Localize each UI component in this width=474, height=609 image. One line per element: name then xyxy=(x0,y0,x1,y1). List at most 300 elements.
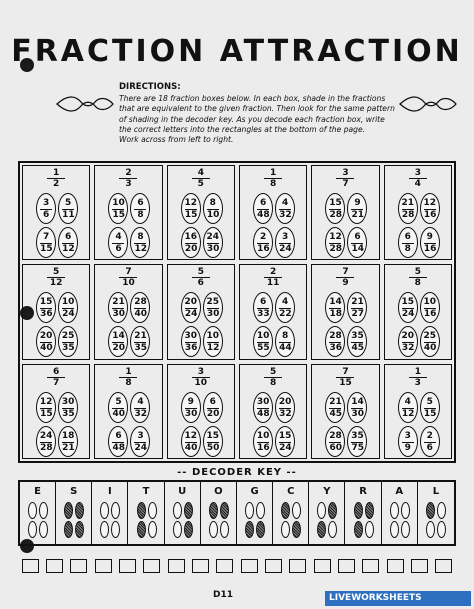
fraction-oval[interactable] xyxy=(58,227,78,258)
decoder-oval xyxy=(100,521,109,538)
oval-numerator: 21 xyxy=(134,331,147,342)
decoder-oval xyxy=(317,502,326,519)
left-swirl-ornament-icon xyxy=(55,93,115,115)
fraction-oval[interactable] xyxy=(181,326,201,357)
fraction-oval[interactable] xyxy=(347,426,367,457)
fraction-box xyxy=(384,264,452,359)
answer-rectangle[interactable] xyxy=(265,559,282,573)
oval-denominator: 12 xyxy=(62,244,75,254)
oval-numerator: 6 xyxy=(137,198,144,208)
fraction-oval[interactable] xyxy=(203,292,223,323)
target-fraction xyxy=(95,367,161,388)
oval-numerator: 28 xyxy=(329,331,342,342)
decoder-oval xyxy=(148,502,157,519)
decoder-oval xyxy=(209,502,218,519)
oval-denominator: 24 xyxy=(62,309,75,320)
fraction-oval[interactable] xyxy=(58,292,78,323)
oval-denominator: 16 xyxy=(257,244,270,254)
oval-numerator: 6 xyxy=(209,396,216,407)
oval-denominator: 60 xyxy=(329,442,343,453)
oval-denominator: 28 xyxy=(401,210,415,220)
fraction-oval[interactable] xyxy=(398,426,418,457)
oval-denominator: 15 xyxy=(40,408,53,419)
oval-numerator: 8 xyxy=(282,331,289,342)
fraction-oval[interactable] xyxy=(275,326,295,357)
oval-numerator: 8 xyxy=(209,198,216,208)
target-numerator: 2 xyxy=(125,168,132,178)
fraction-oval[interactable] xyxy=(347,326,367,357)
fraction-oval[interactable] xyxy=(398,227,418,258)
fraction-box xyxy=(167,364,235,459)
fraction-oval[interactable] xyxy=(130,193,150,224)
decoder-oval xyxy=(137,502,146,519)
oval-denominator: 48 xyxy=(112,442,126,453)
oval-numerator: 12 xyxy=(184,198,198,208)
decoder-oval xyxy=(281,502,290,519)
target-fraction xyxy=(23,168,89,189)
worksheet-title: FRACTION ATTRACTION xyxy=(11,34,463,69)
target-denominator: 2 xyxy=(47,178,65,189)
decoder-oval xyxy=(426,502,435,519)
target-numerator: 3 xyxy=(342,168,349,178)
fraction-oval[interactable] xyxy=(325,227,345,258)
oval-denominator: 20 xyxy=(206,408,220,419)
decoder-oval xyxy=(390,521,399,538)
answer-rectangle[interactable] xyxy=(143,559,160,573)
oval-denominator: 8 xyxy=(402,243,414,254)
oval-denominator: 9 xyxy=(402,442,414,453)
answer-rectangle[interactable] xyxy=(435,559,452,573)
fraction-oval[interactable] xyxy=(325,326,345,357)
decoder-key xyxy=(18,480,456,546)
answer-rectangle[interactable] xyxy=(192,559,209,573)
oval-numerator: 14 xyxy=(112,331,125,342)
target-numerator: 3 xyxy=(414,168,421,178)
oval-numerator: 20 xyxy=(278,396,292,407)
fraction-oval[interactable] xyxy=(347,193,367,224)
target-denominator: 9 xyxy=(336,277,354,288)
decoder-oval xyxy=(281,521,290,538)
oval-numerator: 10 xyxy=(61,297,75,308)
fraction-oval[interactable] xyxy=(398,392,418,423)
oval-denominator: 32 xyxy=(134,408,148,419)
decoder-key-cell xyxy=(237,482,273,544)
target-fraction xyxy=(168,367,234,388)
oval-denominator: 11 xyxy=(62,210,75,220)
fraction-oval[interactable] xyxy=(58,426,78,457)
fraction-oval[interactable] xyxy=(420,193,440,224)
oval-denominator: 24 xyxy=(401,309,415,320)
decoder-letter: Y xyxy=(323,486,331,497)
fraction-oval[interactable] xyxy=(325,193,345,224)
target-numerator: 1 xyxy=(53,168,60,178)
fraction-oval[interactable] xyxy=(181,193,201,224)
answer-rectangle[interactable] xyxy=(168,559,185,573)
oval-numerator: 5 xyxy=(115,396,122,407)
oval-numerator: 25 xyxy=(206,297,220,308)
oval-numerator: 4 xyxy=(404,396,411,407)
fraction-box xyxy=(167,264,235,359)
oval-numerator: 3 xyxy=(404,430,411,441)
answer-rectangle[interactable] xyxy=(411,559,428,573)
decoder-oval xyxy=(220,502,229,519)
page-number: D11 xyxy=(213,590,233,600)
decoder-oval xyxy=(365,521,374,538)
oval-denominator: 36 xyxy=(184,343,198,354)
decoder-oval xyxy=(426,521,435,538)
fraction-oval[interactable] xyxy=(130,426,150,457)
decoder-oval xyxy=(256,502,265,519)
oval-numerator: 30 xyxy=(256,396,270,407)
oval-denominator: 8 xyxy=(134,209,146,220)
directions-line: of shading in the decoder key. As you decode each fraction box, write xyxy=(119,114,385,124)
fraction-oval[interactable] xyxy=(203,326,223,357)
fraction-oval[interactable] xyxy=(58,326,78,357)
oval-numerator: 25 xyxy=(423,331,437,342)
oval-denominator: 15 xyxy=(112,210,126,220)
answer-rectangle[interactable] xyxy=(241,559,258,573)
decoder-letter: G xyxy=(250,486,259,497)
oval-numerator: 10 xyxy=(112,198,125,208)
target-fraction xyxy=(240,168,306,189)
oval-denominator: 50 xyxy=(206,442,220,453)
fraction-oval[interactable] xyxy=(420,227,440,258)
fraction-oval[interactable] xyxy=(398,326,418,357)
directions-line: the correct letters into the rectangles at the bottom of the page. xyxy=(119,124,366,134)
oval-denominator: 15 xyxy=(423,408,437,419)
fraction-oval[interactable] xyxy=(108,326,128,357)
oval-denominator: 55 xyxy=(257,343,270,354)
decoder-oval xyxy=(209,521,218,538)
fraction-box xyxy=(22,165,90,260)
oval-denominator: 40 xyxy=(134,309,148,320)
oval-denominator: 35 xyxy=(134,343,148,354)
oval-denominator: 15 xyxy=(184,210,198,220)
decoder-key-cell xyxy=(201,482,237,544)
oval-denominator: 30 xyxy=(351,408,365,419)
fraction-oval[interactable] xyxy=(203,392,223,423)
fraction-oval[interactable] xyxy=(36,426,56,457)
fraction-oval[interactable] xyxy=(398,292,418,323)
directions-line: that are equivalent to the given fraction. Then look for the same pattern xyxy=(119,104,395,114)
decoder-oval xyxy=(28,521,37,538)
fraction-oval[interactable] xyxy=(58,392,78,423)
oval-denominator: 48 xyxy=(257,210,270,220)
decoder-letter: S xyxy=(70,486,78,497)
oval-numerator: 15 xyxy=(39,297,53,308)
oval-numerator: 6 xyxy=(115,430,122,441)
oval-denominator: 20 xyxy=(112,343,126,354)
oval-denominator: 20 xyxy=(184,244,198,254)
oval-denominator: 6 xyxy=(424,442,436,453)
oval-numerator: 6 xyxy=(260,297,267,308)
oval-denominator: 27 xyxy=(351,309,365,320)
fraction-oval[interactable] xyxy=(36,392,56,423)
target-fraction xyxy=(95,267,161,288)
oval-numerator: 35 xyxy=(351,331,364,342)
fraction-oval[interactable] xyxy=(420,392,440,423)
oval-denominator: 15 xyxy=(40,244,53,254)
target-numerator: 5 xyxy=(53,267,60,278)
fraction-oval[interactable] xyxy=(36,227,56,258)
answer-rectangle[interactable] xyxy=(289,559,306,573)
answer-rectangle[interactable] xyxy=(119,559,136,573)
oval-denominator: 33 xyxy=(257,309,270,320)
fraction-oval[interactable] xyxy=(130,392,150,423)
target-numerator: 5 xyxy=(197,267,204,278)
fraction-oval[interactable] xyxy=(253,193,273,224)
fraction-box xyxy=(22,264,90,359)
fraction-oval[interactable] xyxy=(108,392,128,423)
fraction-oval[interactable] xyxy=(325,392,345,423)
oval-denominator: 16 xyxy=(423,309,437,320)
oval-denominator: 32 xyxy=(279,210,292,220)
decoder-oval xyxy=(354,502,363,519)
decoder-key-cell xyxy=(92,482,128,544)
decoder-oval xyxy=(173,502,182,519)
target-numerator: 2 xyxy=(270,267,277,278)
target-denominator: 3 xyxy=(409,377,427,388)
fraction-oval[interactable] xyxy=(275,426,295,457)
fraction-oval[interactable] xyxy=(108,292,128,323)
fraction-box xyxy=(311,264,379,359)
oval-numerator: 14 xyxy=(329,297,342,308)
directions-line: Work across from left to right. xyxy=(119,135,234,145)
answer-rectangle[interactable] xyxy=(362,559,379,573)
oval-numerator: 35 xyxy=(351,430,364,441)
oval-numerator: 21 xyxy=(401,198,415,208)
fraction-oval[interactable] xyxy=(181,292,201,323)
oval-numerator: 9 xyxy=(426,232,433,242)
answer-rectangle[interactable] xyxy=(216,559,233,573)
answer-rectangle[interactable] xyxy=(46,559,63,573)
oval-denominator: 12 xyxy=(134,244,148,254)
oval-denominator: 30 xyxy=(206,244,220,254)
oval-numerator: 28 xyxy=(329,430,342,441)
oval-denominator: 28 xyxy=(329,210,343,220)
decoder-oval xyxy=(437,502,446,519)
fraction-oval[interactable] xyxy=(203,193,223,224)
decoder-oval xyxy=(390,502,399,519)
fraction-box xyxy=(239,165,307,260)
fraction-oval[interactable] xyxy=(58,193,78,224)
decoder-oval xyxy=(75,502,84,519)
fraction-oval[interactable] xyxy=(275,292,295,323)
fraction-oval[interactable] xyxy=(130,227,150,258)
target-denominator: 7 xyxy=(336,178,354,189)
target-denominator: 4 xyxy=(409,178,427,189)
decoder-oval xyxy=(317,521,326,538)
oval-denominator: 24 xyxy=(279,442,292,453)
target-fraction xyxy=(240,367,306,388)
oval-numerator: 12 xyxy=(184,430,198,441)
decoder-letter: C xyxy=(287,486,295,497)
decoder-key-cell xyxy=(129,482,165,544)
oval-denominator: 40 xyxy=(112,408,126,419)
fraction-oval[interactable] xyxy=(253,392,273,423)
fraction-oval[interactable] xyxy=(325,292,345,323)
answer-rectangle[interactable] xyxy=(387,559,404,573)
liveworksheets-logo: LIVEWORKSHEETS xyxy=(325,591,471,606)
fraction-oval[interactable] xyxy=(253,426,273,457)
fraction-oval[interactable] xyxy=(275,227,295,258)
oval-denominator: 16 xyxy=(423,244,437,254)
decoder-oval xyxy=(173,521,182,538)
fraction-oval[interactable] xyxy=(398,193,418,224)
fraction-oval[interactable] xyxy=(181,426,201,457)
target-denominator: 7 xyxy=(47,377,65,388)
oval-numerator: 9 xyxy=(187,396,194,407)
fraction-oval[interactable] xyxy=(108,227,128,258)
answer-rectangle[interactable] xyxy=(70,559,87,573)
oval-numerator: 20 xyxy=(401,331,415,342)
fraction-box xyxy=(94,165,162,260)
decoder-oval xyxy=(75,521,84,538)
target-numerator: 5 xyxy=(270,366,277,377)
target-denominator: 10 xyxy=(119,277,137,288)
target-numerator: 1 xyxy=(270,168,277,178)
decoder-letter: T xyxy=(142,486,150,497)
fraction-oval[interactable] xyxy=(420,426,440,457)
oval-denominator: 40 xyxy=(184,442,198,453)
fraction-oval[interactable] xyxy=(275,392,295,423)
target-fraction xyxy=(385,168,451,189)
target-fraction xyxy=(385,367,451,388)
directions-heading: DIRECTIONS: xyxy=(119,82,181,92)
target-denominator: 12 xyxy=(47,277,65,288)
decoder-oval xyxy=(220,521,229,538)
oval-numerator: 21 xyxy=(329,396,342,407)
target-numerator: 7 xyxy=(342,366,349,377)
fraction-oval[interactable] xyxy=(253,227,273,258)
fraction-oval[interactable] xyxy=(203,227,223,258)
oval-denominator: 44 xyxy=(279,343,292,354)
fraction-oval[interactable] xyxy=(130,326,150,357)
decoder-key-title: -- DECODER KEY -- xyxy=(177,467,297,478)
oval-denominator: 16 xyxy=(423,210,437,220)
answer-rectangle[interactable] xyxy=(22,559,39,573)
fraction-oval[interactable] xyxy=(130,292,150,323)
oval-denominator: 32 xyxy=(401,343,415,354)
decoder-oval xyxy=(437,521,446,538)
fraction-box xyxy=(311,364,379,459)
fraction-oval[interactable] xyxy=(253,292,273,323)
oval-denominator: 40 xyxy=(40,343,53,354)
oval-denominator: 30 xyxy=(184,408,198,419)
target-fraction xyxy=(240,267,306,288)
oval-numerator: 10 xyxy=(206,331,220,342)
fraction-box xyxy=(94,364,162,459)
oval-denominator: 21 xyxy=(351,210,365,220)
oval-numerator: 6 xyxy=(260,198,267,208)
fraction-oval[interactable] xyxy=(108,193,128,224)
answer-rectangle[interactable] xyxy=(314,559,331,573)
oval-denominator: 6 xyxy=(112,243,124,254)
fraction-box-grid xyxy=(18,161,456,463)
fraction-oval[interactable] xyxy=(181,392,201,423)
fraction-box xyxy=(311,165,379,260)
decoder-oval xyxy=(292,502,301,519)
fraction-oval[interactable] xyxy=(253,326,273,357)
decoder-oval xyxy=(401,502,410,519)
target-denominator: 5 xyxy=(192,178,210,189)
fraction-oval[interactable] xyxy=(36,292,56,323)
fraction-oval[interactable] xyxy=(347,392,367,423)
answer-rectangle[interactable] xyxy=(95,559,112,573)
oval-denominator: 28 xyxy=(329,244,343,254)
fraction-oval[interactable] xyxy=(36,326,56,357)
oval-numerator: 16 xyxy=(184,232,198,242)
decoder-oval xyxy=(245,502,254,519)
oval-numerator: 15 xyxy=(278,430,292,441)
fraction-oval[interactable] xyxy=(181,227,201,258)
oval-numerator: 20 xyxy=(39,331,53,342)
fraction-oval[interactable] xyxy=(420,292,440,323)
oval-numerator: 20 xyxy=(184,297,198,308)
fraction-oval[interactable] xyxy=(108,426,128,457)
decoder-key-cell xyxy=(56,482,92,544)
fraction-box xyxy=(384,165,452,260)
oval-denominator: 30 xyxy=(206,309,220,320)
oval-denominator: 45 xyxy=(329,408,343,419)
fraction-oval[interactable] xyxy=(203,426,223,457)
decoder-oval xyxy=(256,521,265,538)
fraction-box xyxy=(384,364,452,459)
target-denominator: 11 xyxy=(264,277,282,288)
oval-denominator: 24 xyxy=(279,244,292,254)
fraction-oval[interactable] xyxy=(325,426,345,457)
oval-denominator: 32 xyxy=(279,408,292,419)
decoder-oval xyxy=(148,521,157,538)
decoder-oval xyxy=(245,521,254,538)
fraction-oval[interactable] xyxy=(420,326,440,357)
fraction-oval[interactable] xyxy=(36,193,56,224)
fraction-oval[interactable] xyxy=(347,292,367,323)
target-denominator: 3 xyxy=(119,178,137,189)
oval-denominator: 12 xyxy=(401,408,415,419)
target-numerator: 6 xyxy=(53,366,60,377)
decoder-letter: A xyxy=(395,486,404,497)
oval-denominator: 75 xyxy=(351,442,365,453)
oval-numerator: 2 xyxy=(260,232,267,242)
decoder-oval xyxy=(111,521,120,538)
answer-rectangle[interactable] xyxy=(338,559,355,573)
decoder-letter: E xyxy=(34,486,41,497)
decoder-key-cell xyxy=(382,482,418,544)
oval-numerator: 15 xyxy=(329,198,342,208)
target-denominator: 8 xyxy=(119,377,137,388)
decoder-letter: I xyxy=(108,486,112,497)
oval-numerator: 2 xyxy=(426,430,433,441)
decoder-letter: U xyxy=(178,486,187,497)
target-fraction xyxy=(385,267,451,288)
decoder-letter: R xyxy=(359,486,367,497)
decoder-oval xyxy=(39,502,48,519)
decoder-oval xyxy=(111,502,120,519)
oval-numerator: 21 xyxy=(351,297,364,308)
fraction-oval[interactable] xyxy=(275,193,295,224)
target-numerator: 5 xyxy=(414,267,421,278)
oval-denominator: 45 xyxy=(351,343,365,354)
oval-numerator: 6 xyxy=(354,232,361,242)
decoder-oval xyxy=(64,502,73,519)
decoder-letter: O xyxy=(214,486,223,497)
decoder-key-cell xyxy=(418,482,454,544)
decoder-key-cell xyxy=(165,482,201,544)
oval-denominator: 14 xyxy=(351,244,365,254)
fraction-oval[interactable] xyxy=(347,227,367,258)
oval-denominator: 36 xyxy=(40,309,53,320)
